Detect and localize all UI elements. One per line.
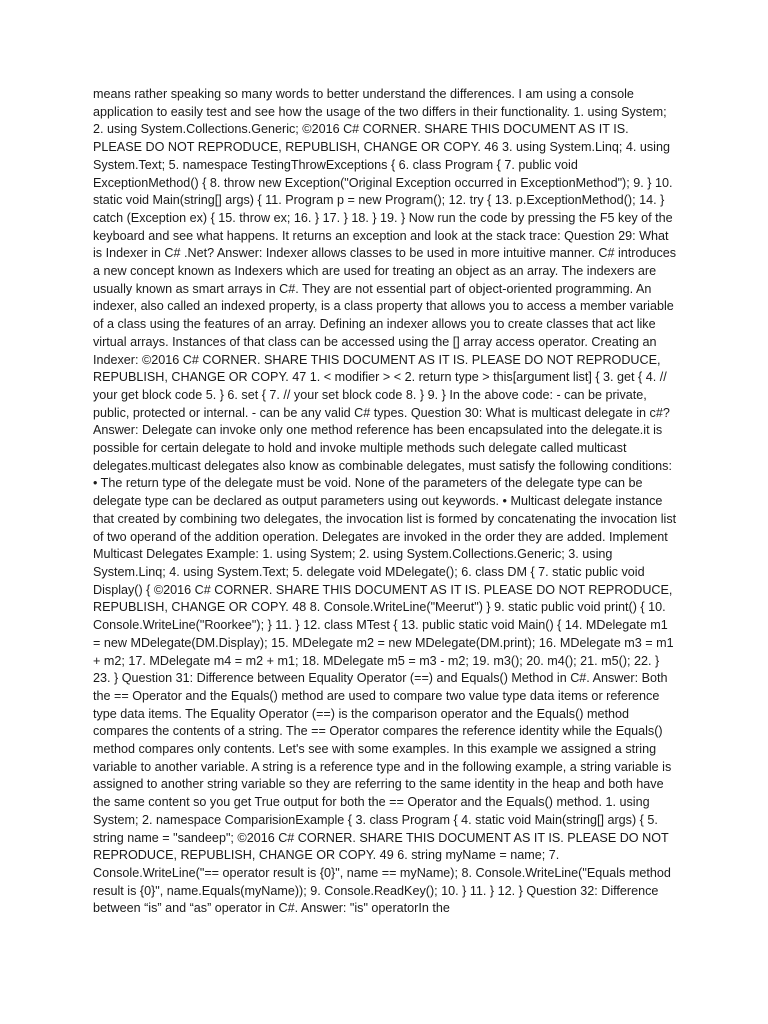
document-body-text: means rather speaking so many words to better understand the differences. I am using a console application to easily test and see how the usage of the two differs in their functionality. 1. using System; 2. using System.Collections.Generic; ©2016 C# CORNER. SHARE THIS DOCUMENT AS IT IS. PLEASE DO NOT REPRODUCE, REPUBLISH, CHANGE OR COPY. 46 3. using System.Linq; 4. using System.Text; 5. namespace TestingThrowExceptions { 6. class Program { 7. public void ExceptionMethod() { 8. throw new Exception("Original Exception occurred in ExceptionMethod"); 9. } 10. static void Main(string[] args) { 11. Program p = new Program(); 12. try { 13. p.ExceptionMethod(); 14. } catch (Exception ex) { 15. throw ex; 16. } 17. } 18. } 19. } Now run the code by pressing the F5 key of the keyboard and see what happens. It returns an exception and look at the stack trace: Question 29: What is Indexer in C# .Net? Answer: Indexer allows classes to be used in more intuitive manner. C# introduces a new concept known as Indexers which are used for treating an object as an array. The indexers are usually known as smart arrays in C#. They are not essential part of object-oriented programming. An indexer, also called an indexed property, is a class property that allows you to access a member variable of a class using the features of an array. Defining an indexer allows you to create classes that act like virtual arrays. Instances of that class can be accessed using the [] array access operator. Creating an Indexer: ©2016 C# CORNER. SHARE THIS DOCUMENT AS IT IS. PLEASE DO NOT REPRODUCE, REPUBLISH, CHANGE OR COPY. 47 1. < modifier > < 2. return type > this[argument list] { 3. get { 4. // your get block code 5. } 6. set { 7. // your set block code 8. } 9. } In the above code: - can be private, public, protected or internal. - can be any valid C# types. Question 30: What is multicast delegate in c#? Answer: Delegate can invoke only one method reference has been encapsulated into the delegate.it is possible for certain delegate to hold and invoke multiple methods such delegate called multicast delegates.multicast delegates also know as combinable delegates, must satisfy the following conditions: • The return type of the delegate must be void. None of the parameters of the delegate type can be delegate type can be declared as output parameters using out keywords. • Multicast delegate instance that created by combining two delegates, the invocation list is formed by concatenating the invocation list of two operand of the addition operation. Delegates are invoked in the order they are added. Implement Multicast Delegates Example: 1. using System; 2. using System.Collections.Generic; 3. using System.Linq; 4. using System.Text; 5. delegate void MDelegate(); 6. class DM { 7. static public void Display() { ©2016 C# CORNER. SHARE THIS DOCUMENT AS IT IS. PLEASE DO NOT REPRODUCE, REPUBLISH, CHANGE OR COPY. 48 8. Console.WriteLine("Meerut") } 9. static public void print() { 10. Console.WriteLine("Roorkee"); } 11. } 12. class MTest { 13. public static void Main() { 14. MDelegate m1 = new MDelegate(DM.Display); 15. MDelegate m2 = new MDelegate(DM.print); 16. MDelegate m3 = m1 + m2; 17. MDelegate m4 = m2 + m1; 18. MDelegate m5 = m3 - m2; 19. m3(); 20. m4(); 21. m5(); 22. } 23. } Question 31: Difference between Equality Operator (==) and Equals() Method in C#. Answer: Both the == Operator and the Equals() method are used to compare two value type data items or reference type data items. The Equality Operator (==) is the comparison operator and the Equals() method compares the contents of a string. The == Operator compares the reference identity while the Equals() method compares only contents. Let's see with some examples. In this example we assigned a string variable to another variable. A string is a reference type and in the following example, a string variable is assigned to another string variable so they are referring to the same identity in the heap and both have the same content so you get True output for both the == Operator and the Equals() method. 1. using System; 2. namespace ComparisionExample { 3. class Program { 4. static void Main(string[] args) { 5. string name = "sandeep"; ©2016 C# CORNER. SHARE THIS DOCUMENT AS IT IS. PLEASE DO NOT REPRODUCE, REPUBLISH, CHANGE OR COPY. 49 6. string myName = name; 7. Console.WriteLine("== operator result is {0}", name == myName); 8. Console.WriteLine("Equals method result is {0}", name.Equals(myName)); 9. Console.ReadKey(); 10. } 11. } 12. } Question 32: Difference between “is” and “as” operator in C#. Answer: "is" operatorIn the [93, 87, 677, 916]
document-page [93, 86, 678, 918]
